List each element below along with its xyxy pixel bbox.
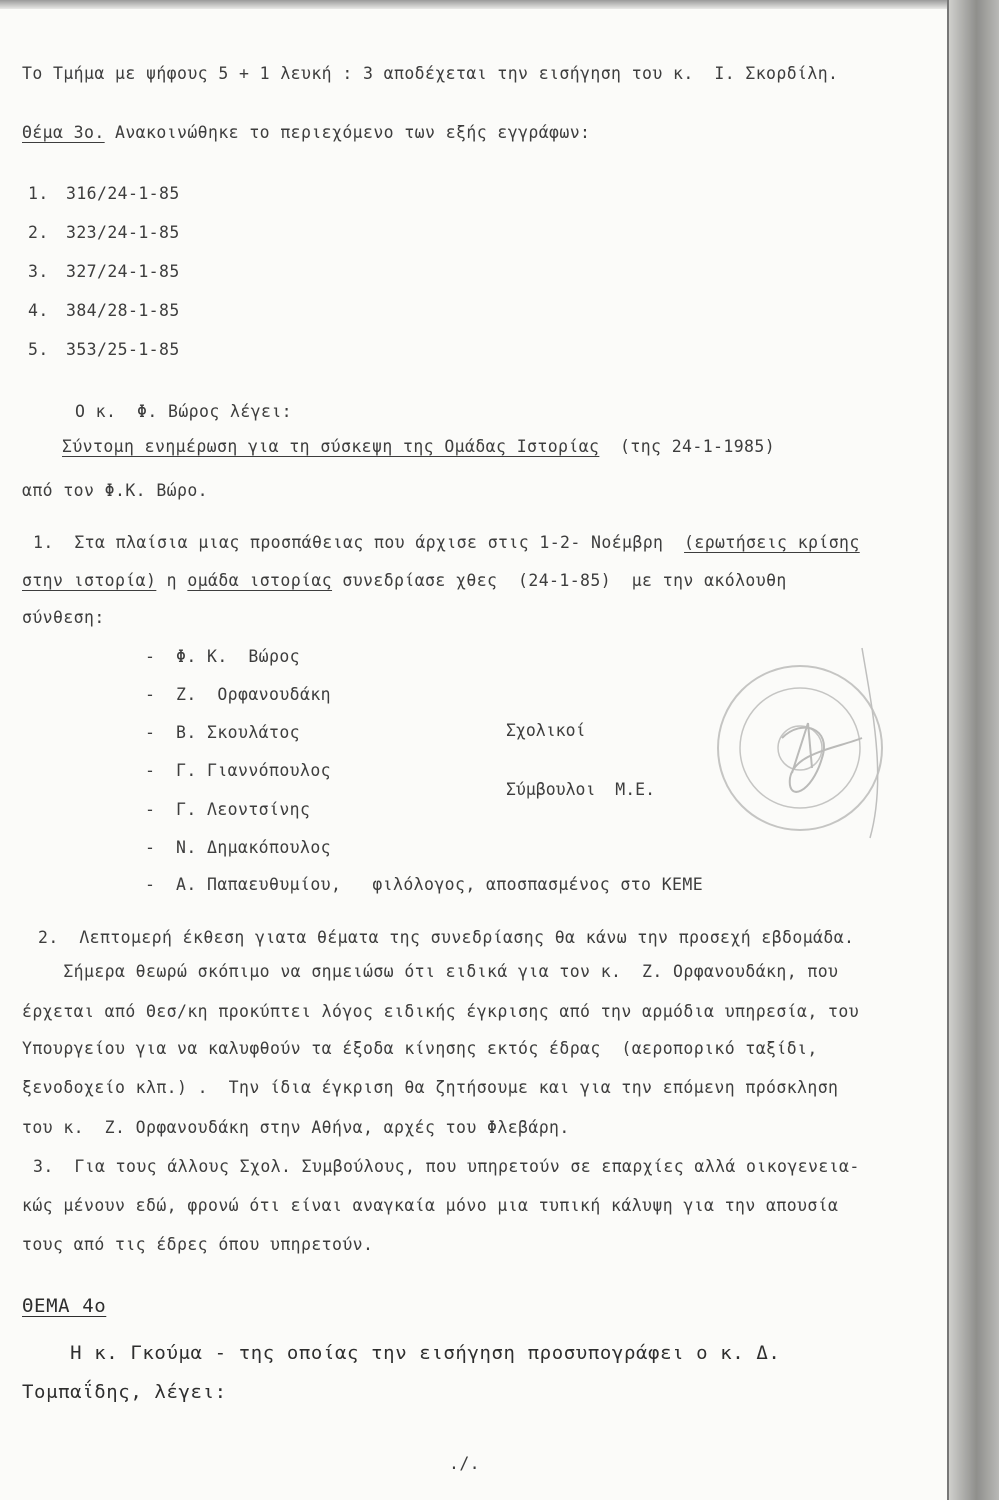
p3-line: κώς μένουν εδώ, φρονώ ότι είναι αναγκαία μόνο μια τυπική κάλυψη για την απουσία xyxy=(22,1196,839,1215)
document-item xyxy=(28,261,180,283)
briefing-title: Σύντομη ενημέρωση για τη σύσκεψη της Ομάδας Ιστορίας xyxy=(62,437,600,456)
document-ref: 327/24-1-85 xyxy=(66,262,180,281)
p1-line1 xyxy=(33,532,860,554)
p1-line2-underlined-1: στην ιστορία) xyxy=(22,571,157,590)
official-seal-and-signature xyxy=(712,628,902,878)
topic4-line2: Τομπαΐδης, λέγει: xyxy=(22,1381,227,1403)
p2-line: ξενοδοχείο κλπ.) . Την ίδια έγκριση θα ζητήσουμε και για την επόμενη πρόσκληση xyxy=(22,1078,839,1097)
scan-top-edge xyxy=(0,0,999,9)
p3-line: τους από τις έδρες όπου υπηρετούν. xyxy=(22,1235,374,1254)
member-item: - Ζ. Ορφανουδάκη xyxy=(145,685,332,704)
p1-line1-underlined: (ερωτήσεις κρίσης xyxy=(684,533,860,552)
p1-line2-text-1: η xyxy=(156,571,188,590)
member-item: - Ν. Δημακόπουλος xyxy=(145,838,332,857)
member-item: - Φ. Κ. Βώρος xyxy=(145,647,301,666)
member-item: - Γ. Γιαννόπουλος xyxy=(145,761,332,780)
document-item xyxy=(28,183,180,205)
topic4-heading: ΘΕΜΑ 4ο xyxy=(22,1295,107,1317)
p1-line1-text: 1. Στα πλαίσια μιας προσπάθειας που άρχισε στις 1-2- Νοέμβρη xyxy=(33,533,685,552)
p2-line: Υπουργείου για να καλυφθούν τα έξοδα κίνησης εκτός έδρας (αεροπορικό ταξίδι, xyxy=(22,1039,818,1058)
briefing-line xyxy=(62,436,775,458)
topic4-line1: Η κ. Γκούμα - της οποίας την εισήγηση προσυπογράφει ο κ. Δ. xyxy=(22,1342,781,1364)
speaker-voros: Ο κ. Φ. Βώρος λέγει: xyxy=(75,402,293,421)
p1-line2-underlined-2: ομάδα ιστορίας xyxy=(187,571,333,590)
document-number: 5. xyxy=(28,340,49,359)
member-item: - Β. Σκουλάτος xyxy=(145,723,301,742)
topic3-line xyxy=(22,122,590,144)
document-ref: 316/24-1-85 xyxy=(66,184,180,203)
continuation-mark: ./. xyxy=(449,1454,481,1473)
p3-line: 3. Για τους άλλους Σχολ. Συμβούλους, που υπηρετούν σε επαρχίες αλλά οικογενεια- xyxy=(33,1157,860,1176)
topic3-text: Ανακοινώθηκε το περιεχόμενο των εξής εγγράφων: xyxy=(104,123,591,142)
p2-line: 2. Λεπτομερή έκθεση γιατα θέματα της συνεδρίασης θα κάνω την προσεχή εβδομάδα. xyxy=(38,928,855,947)
p1-line2 xyxy=(22,570,787,592)
member-item: - Γ. Λεοντσίνης xyxy=(145,800,311,819)
binding-shadow-line xyxy=(947,0,949,1500)
document-ref: 353/25-1-85 xyxy=(66,340,180,359)
p1-line3: σύνθεση: xyxy=(22,608,105,627)
document-ref: 384/28-1-85 xyxy=(66,301,180,320)
document-number: 3. xyxy=(28,262,49,281)
members-role-line2: Σύμβουλοι Μ.Ε. xyxy=(506,780,656,799)
briefing-date: (της 24-1-1985) xyxy=(599,437,776,456)
document-item xyxy=(28,300,180,322)
document-number: 2. xyxy=(28,223,49,242)
intro-line: Το Τμήμα με ψήφους 5 + 1 λευκή : 3 αποδέχεται την εισήγηση του κ. Ι. Σκορδίλη. xyxy=(22,64,839,83)
p1-line2-text-2: συνεδρίασε χθες (24-1-85) με την ακόλουθη xyxy=(332,571,787,590)
briefing-by: από τον Φ.Κ. Βώρο. xyxy=(22,481,209,500)
document-item xyxy=(28,339,180,361)
p2-line: Σήμερα θεωρώ σκόπιμο να σημειώσω ότι ειδικά για τον κ. Ζ. Ορφανουδάκη, που xyxy=(22,962,839,981)
members-role-line1: Σχολικοί xyxy=(506,721,586,740)
document-number: 1. xyxy=(28,184,49,203)
p2-line: έρχεται από Θεσ/κη προκύπτει λόγος ειδικής έγκρισης από την αρμόδια υπηρεσία, του xyxy=(22,1002,860,1021)
document-number: 4. xyxy=(28,301,49,320)
member-item: - Α. Παπαευθυμίου, φιλόλογος, αποσπασμένος στο ΚΕΜΕ xyxy=(145,875,704,894)
p2-line: του κ. Ζ. Ορφανουδάκη στην Αθήνα, αρχές του Φλεβάρη. xyxy=(22,1118,570,1137)
binding-edge xyxy=(949,0,999,1500)
document-item xyxy=(28,222,180,244)
document-ref: 323/24-1-85 xyxy=(66,223,180,242)
topic3-heading: Θέμα 3ο. xyxy=(22,123,105,142)
